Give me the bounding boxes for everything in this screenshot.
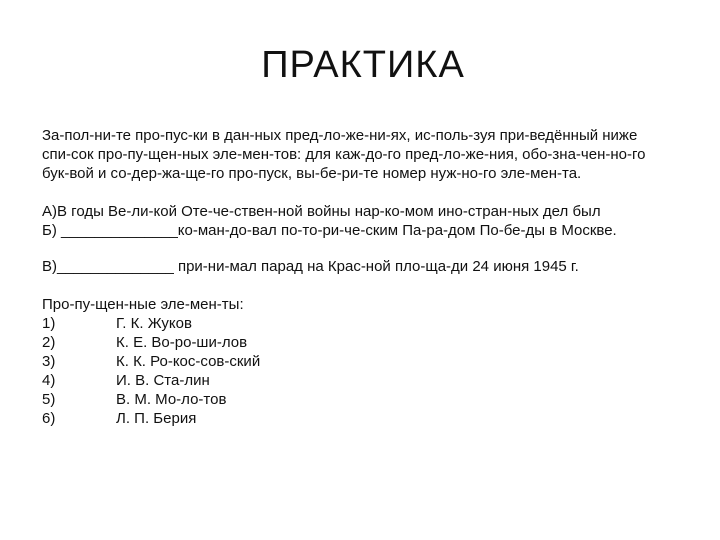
sentences <box>42 202 716 240</box>
option-item <box>42 333 716 352</box>
instruction-line: бук-вой и со-дер-жа-ще-го про-пуск, вы-бе-ри-те номер нуж-но-го эле-мен-та. <box>42 165 582 182</box>
option-number: 6) <box>42 410 56 427</box>
option-text: В. М. Мо-ло-тов <box>116 391 227 408</box>
options-header: Про-пу-щен-ные эле-мен-ты: <box>42 296 244 313</box>
option-text: Г. К. Жуков <box>116 315 192 332</box>
option-number: 5) <box>42 391 56 408</box>
options-list <box>42 314 716 428</box>
sentence-c: В)______________ при-ни-мал парад на Крас-ной пло-ща-ди 24 июня 1945 г. <box>42 258 579 275</box>
sentence-c-block <box>42 257 716 276</box>
instruction-line: За-пол-ни-те про-пус-ки в дан-ных пред-ло-же-ни-ях, ис-поль-зуя при-ведённый ниже <box>42 127 638 144</box>
sentence-b: Б) ______________ко-ман-до-вал по-то-ри-че-ским Па-ра-дом По-бе-ды в Москве. <box>42 222 617 239</box>
instruction-line: спи-сок про-пу-щен-ных эле-мен-тов: для каж-до-го пред-ло-же-ния, обо-зна-чен-но-го <box>42 146 646 163</box>
slide-title: ПРАКТИКА <box>261 44 465 86</box>
option-text: И. В. Ста-лин <box>116 372 210 389</box>
option-number: 1) <box>42 315 56 332</box>
option-item <box>42 352 716 371</box>
option-text: Л. П. Берия <box>116 410 197 427</box>
option-item <box>42 409 716 428</box>
options-block <box>42 295 716 428</box>
option-item <box>42 390 716 409</box>
sentence-a: А)В годы Ве-ли-кой Оте-че-ствен-ной войны нар-ко-мом ино-стран-ных дел был <box>42 203 601 220</box>
option-number: 2) <box>42 334 56 351</box>
instruction <box>42 126 716 183</box>
option-number: 3) <box>42 353 56 370</box>
option-text: К. К. Ро-кос-сов-ский <box>116 353 261 370</box>
option-number: 4) <box>42 372 56 389</box>
option-item <box>42 371 716 390</box>
option-text: К. Е. Во-ро-ши-лов <box>116 334 248 351</box>
slide-body <box>42 126 716 428</box>
option-item <box>42 314 716 333</box>
